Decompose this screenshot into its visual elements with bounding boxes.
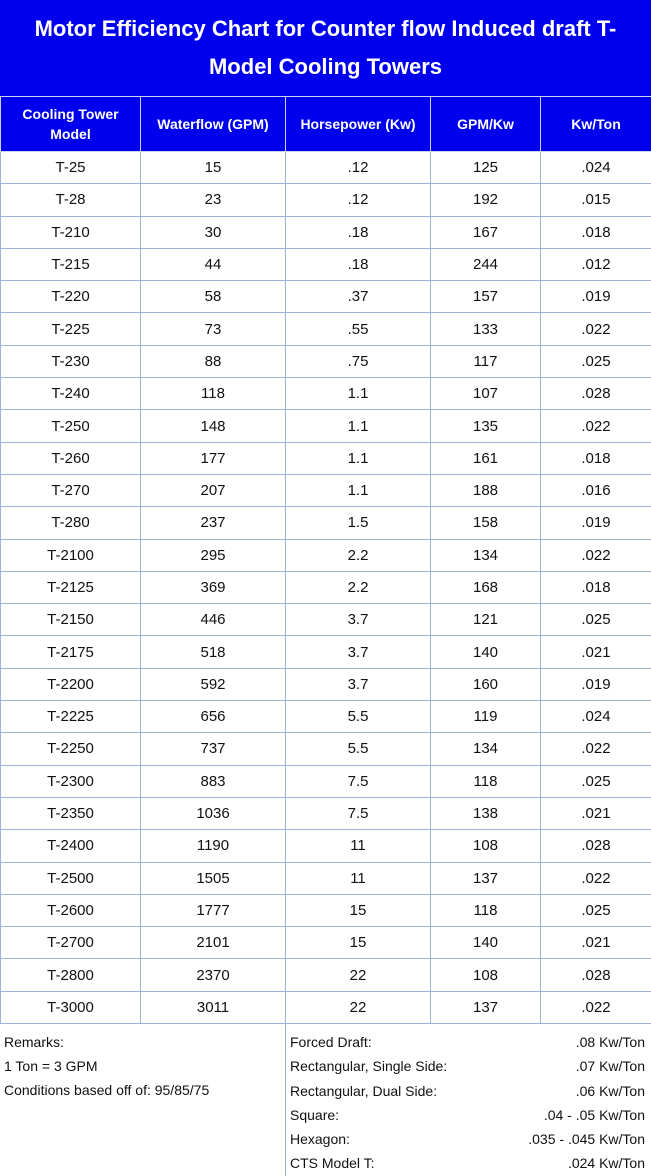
- cell-gpm-per-kw: 134: [431, 539, 541, 571]
- table-row: [1, 862, 651, 894]
- cell-model: T-280: [1, 507, 141, 539]
- cell-horsepower: 1.1: [286, 410, 431, 442]
- cell-gpm-per-kw: 135: [431, 410, 541, 442]
- cell-waterflow: 518: [141, 636, 286, 668]
- cell-gpm-per-kw: 137: [431, 862, 541, 894]
- cell-kw-per-ton: .022: [541, 313, 651, 345]
- header-model: Cooling Tower Model: [1, 97, 141, 152]
- header-waterflow: Waterflow (GPM): [141, 97, 286, 152]
- cell-horsepower: 11: [286, 862, 431, 894]
- cell-gpm-per-kw: 119: [431, 701, 541, 733]
- cell-model: T-3000: [1, 991, 141, 1023]
- comparison-value: .07 Kw/Ton: [576, 1054, 645, 1078]
- remarks-divider: [285, 1024, 286, 1176]
- cell-waterflow: 237: [141, 507, 286, 539]
- cell-horsepower: 2.2: [286, 571, 431, 603]
- table-row: [1, 539, 651, 571]
- cell-gpm-per-kw: 161: [431, 442, 541, 474]
- cell-gpm-per-kw: 118: [431, 765, 541, 797]
- cell-gpm-per-kw: 168: [431, 571, 541, 603]
- table-row: [1, 248, 651, 280]
- comparison-label: Hexagon:: [290, 1127, 350, 1151]
- cell-model: T-250: [1, 410, 141, 442]
- cell-waterflow: 177: [141, 442, 286, 474]
- cell-waterflow: 883: [141, 765, 286, 797]
- cell-model: T-2700: [1, 927, 141, 959]
- cell-horsepower: 1.1: [286, 378, 431, 410]
- efficiency-table: [0, 96, 651, 1024]
- cell-horsepower: 1.1: [286, 474, 431, 506]
- cell-model: T-240: [1, 378, 141, 410]
- cell-kw-per-ton: .021: [541, 797, 651, 829]
- cell-model: T-225: [1, 313, 141, 345]
- comparison-list: [290, 1030, 645, 1176]
- table-row: [1, 442, 651, 474]
- cell-horsepower: .12: [286, 184, 431, 216]
- comparison-value: .04 - .05 Kw/Ton: [544, 1103, 645, 1127]
- cell-horsepower: 5.5: [286, 733, 431, 765]
- remarks-conditions: Conditions based off of: 95/85/75: [4, 1078, 282, 1102]
- cell-kw-per-ton: .025: [541, 345, 651, 377]
- cell-model: T-210: [1, 216, 141, 248]
- cell-model: T-28: [1, 184, 141, 216]
- table-row: [1, 797, 651, 829]
- table-row: [1, 604, 651, 636]
- cell-waterflow: 295: [141, 539, 286, 571]
- cell-model: T-2350: [1, 797, 141, 829]
- cell-gpm-per-kw: 140: [431, 927, 541, 959]
- cell-gpm-per-kw: 137: [431, 991, 541, 1023]
- cell-kw-per-ton: .021: [541, 927, 651, 959]
- cell-model: T-2200: [1, 668, 141, 700]
- cell-gpm-per-kw: 188: [431, 474, 541, 506]
- cell-model: T-2600: [1, 894, 141, 926]
- cell-kw-per-ton: .028: [541, 378, 651, 410]
- cell-waterflow: 2101: [141, 927, 286, 959]
- cell-waterflow: 2370: [141, 959, 286, 991]
- cell-model: T-2300: [1, 765, 141, 797]
- comparison-value: .08 Kw/Ton: [576, 1030, 645, 1054]
- cell-waterflow: 207: [141, 474, 286, 506]
- header-row: [1, 97, 651, 152]
- cell-waterflow: 3011: [141, 991, 286, 1023]
- cell-kw-per-ton: .018: [541, 442, 651, 474]
- cell-horsepower: 3.7: [286, 668, 431, 700]
- cell-horsepower: .75: [286, 345, 431, 377]
- cell-kw-per-ton: .025: [541, 604, 651, 636]
- cell-kw-per-ton: .025: [541, 894, 651, 926]
- cell-model: T-2125: [1, 571, 141, 603]
- comparison-value: .035 - .045 Kw/Ton: [528, 1127, 645, 1151]
- table-row: [1, 378, 651, 410]
- table-row: [1, 701, 651, 733]
- cell-kw-per-ton: .019: [541, 281, 651, 313]
- cell-kw-per-ton: .022: [541, 410, 651, 442]
- remarks-notes: [4, 1030, 282, 1102]
- cell-waterflow: 44: [141, 248, 286, 280]
- table-row: [1, 345, 651, 377]
- table-row: [1, 927, 651, 959]
- table-row: [1, 765, 651, 797]
- cell-gpm-per-kw: 192: [431, 184, 541, 216]
- comparison-value: .024 Kw/Ton: [568, 1151, 645, 1175]
- cell-kw-per-ton: .022: [541, 991, 651, 1023]
- cell-waterflow: 737: [141, 733, 286, 765]
- comparison-row: [290, 1030, 645, 1054]
- cell-model: T-2400: [1, 830, 141, 862]
- table-row: [1, 830, 651, 862]
- cell-horsepower: .37: [286, 281, 431, 313]
- cell-horsepower: 7.5: [286, 797, 431, 829]
- header-kw-per-ton: Kw/Ton: [541, 97, 651, 152]
- cell-horsepower: 11: [286, 830, 431, 862]
- comparison-row: [290, 1054, 645, 1078]
- table-row: [1, 152, 651, 184]
- table-row: [1, 571, 651, 603]
- cell-waterflow: 1777: [141, 894, 286, 926]
- remarks-section: [0, 1023, 651, 1175]
- cell-gpm-per-kw: 138: [431, 797, 541, 829]
- table-row: [1, 636, 651, 668]
- remarks-ton-conversion: 1 Ton = 3 GPM: [4, 1054, 282, 1078]
- cell-kw-per-ton: .019: [541, 668, 651, 700]
- table-row: [1, 733, 651, 765]
- cell-gpm-per-kw: 244: [431, 248, 541, 280]
- comparison-row: [290, 1103, 645, 1127]
- cell-horsepower: 22: [286, 991, 431, 1023]
- cell-model: T-2800: [1, 959, 141, 991]
- cell-gpm-per-kw: 107: [431, 378, 541, 410]
- cell-kw-per-ton: .016: [541, 474, 651, 506]
- cell-horsepower: 7.5: [286, 765, 431, 797]
- comparison-label: CTS Model T:: [290, 1151, 375, 1175]
- table-row: [1, 410, 651, 442]
- table-row: [1, 894, 651, 926]
- cell-gpm-per-kw: 134: [431, 733, 541, 765]
- table-row: [1, 507, 651, 539]
- cell-kw-per-ton: .028: [541, 959, 651, 991]
- cell-horsepower: 1.5: [286, 507, 431, 539]
- cell-gpm-per-kw: 167: [431, 216, 541, 248]
- cell-kw-per-ton: .028: [541, 830, 651, 862]
- cell-kw-per-ton: .024: [541, 701, 651, 733]
- comparison-value: .06 Kw/Ton: [576, 1079, 645, 1103]
- cell-model: T-25: [1, 152, 141, 184]
- table-row: [1, 313, 651, 345]
- comparison-row: [290, 1151, 645, 1175]
- comparison-row: [290, 1127, 645, 1151]
- cell-gpm-per-kw: 140: [431, 636, 541, 668]
- cell-waterflow: 88: [141, 345, 286, 377]
- cell-model: T-260: [1, 442, 141, 474]
- cell-model: T-2250: [1, 733, 141, 765]
- cell-model: T-2175: [1, 636, 141, 668]
- comparison-row: [290, 1079, 645, 1103]
- cell-kw-per-ton: .018: [541, 216, 651, 248]
- cell-model: T-2150: [1, 604, 141, 636]
- cell-kw-per-ton: .021: [541, 636, 651, 668]
- cell-gpm-per-kw: 108: [431, 959, 541, 991]
- cell-waterflow: 148: [141, 410, 286, 442]
- cell-waterflow: 73: [141, 313, 286, 345]
- cell-horsepower: 3.7: [286, 636, 431, 668]
- cell-horsepower: 5.5: [286, 701, 431, 733]
- cell-kw-per-ton: .025: [541, 765, 651, 797]
- cell-waterflow: 1036: [141, 797, 286, 829]
- cell-waterflow: 30: [141, 216, 286, 248]
- cell-horsepower: 15: [286, 894, 431, 926]
- cell-gpm-per-kw: 117: [431, 345, 541, 377]
- table-body: [1, 152, 651, 1024]
- cell-gpm-per-kw: 121: [431, 604, 541, 636]
- cell-kw-per-ton: .022: [541, 862, 651, 894]
- table-row: [1, 991, 651, 1023]
- comparison-label: Forced Draft:: [290, 1030, 372, 1054]
- comparison-label: Rectangular, Single Side:: [290, 1054, 447, 1078]
- cell-waterflow: 118: [141, 378, 286, 410]
- remarks-heading: Remarks:: [4, 1030, 282, 1054]
- cell-gpm-per-kw: 157: [431, 281, 541, 313]
- cell-waterflow: 656: [141, 701, 286, 733]
- chart-title: Motor Efficiency Chart for Counter flow Induced draft T-Model Cooling Towers: [0, 0, 651, 96]
- header-gpm-per-kw: GPM/Kw: [431, 97, 541, 152]
- cell-gpm-per-kw: 108: [431, 830, 541, 862]
- cell-model: T-215: [1, 248, 141, 280]
- cell-model: T-2100: [1, 539, 141, 571]
- cell-kw-per-ton: .022: [541, 539, 651, 571]
- comparison-label: Rectangular, Dual Side:: [290, 1079, 437, 1103]
- cell-gpm-per-kw: 133: [431, 313, 541, 345]
- cell-kw-per-ton: .019: [541, 507, 651, 539]
- cell-waterflow: 1190: [141, 830, 286, 862]
- cell-gpm-per-kw: 125: [431, 152, 541, 184]
- cell-kw-per-ton: .024: [541, 152, 651, 184]
- cell-waterflow: 369: [141, 571, 286, 603]
- table-row: [1, 668, 651, 700]
- cell-model: T-2500: [1, 862, 141, 894]
- cell-gpm-per-kw: 118: [431, 894, 541, 926]
- cell-waterflow: 592: [141, 668, 286, 700]
- cell-horsepower: 15: [286, 927, 431, 959]
- cell-waterflow: 1505: [141, 862, 286, 894]
- table-row: [1, 281, 651, 313]
- cell-model: T-2225: [1, 701, 141, 733]
- cell-gpm-per-kw: 160: [431, 668, 541, 700]
- cell-horsepower: .18: [286, 248, 431, 280]
- cell-horsepower: .12: [286, 152, 431, 184]
- cell-waterflow: 58: [141, 281, 286, 313]
- cell-waterflow: 15: [141, 152, 286, 184]
- cell-model: T-270: [1, 474, 141, 506]
- table-row: [1, 474, 651, 506]
- cell-kw-per-ton: .012: [541, 248, 651, 280]
- table-row: [1, 959, 651, 991]
- cell-horsepower: .18: [286, 216, 431, 248]
- cell-kw-per-ton: .018: [541, 571, 651, 603]
- cell-horsepower: 22: [286, 959, 431, 991]
- cell-model: T-220: [1, 281, 141, 313]
- comparison-label: Square:: [290, 1103, 339, 1127]
- cell-horsepower: .55: [286, 313, 431, 345]
- cell-model: T-230: [1, 345, 141, 377]
- cell-gpm-per-kw: 158: [431, 507, 541, 539]
- cell-kw-per-ton: .022: [541, 733, 651, 765]
- cell-horsepower: 3.7: [286, 604, 431, 636]
- header-horsepower: Horsepower (Kw): [286, 97, 431, 152]
- table-row: [1, 184, 651, 216]
- cell-horsepower: 2.2: [286, 539, 431, 571]
- cell-horsepower: 1.1: [286, 442, 431, 474]
- cell-kw-per-ton: .015: [541, 184, 651, 216]
- table-row: [1, 216, 651, 248]
- cell-waterflow: 446: [141, 604, 286, 636]
- cell-waterflow: 23: [141, 184, 286, 216]
